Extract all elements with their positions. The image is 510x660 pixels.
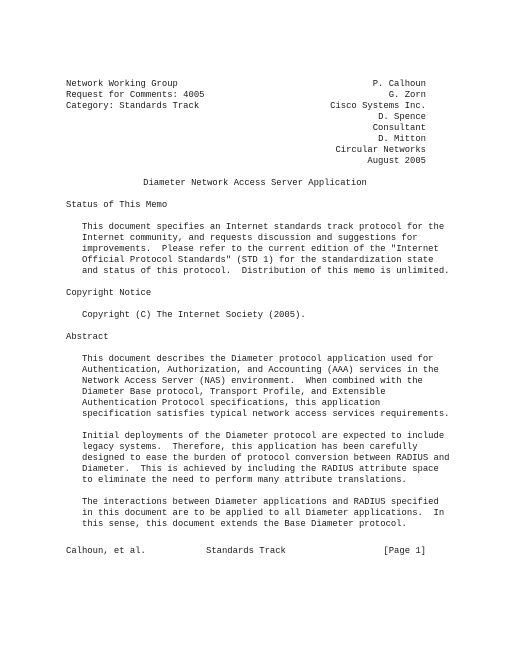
abstract-line: The interactions between Diameter applications and RADIUS specified xyxy=(82,497,439,507)
abstract-line: this sense, this document extends the Base Diameter protocol. xyxy=(82,519,407,529)
section-heading-abstract: Abstract xyxy=(66,332,109,342)
section-heading-copyright: Copyright Notice xyxy=(66,288,152,298)
status-line: improvements. Please refer to the current edition of the "Internet xyxy=(82,244,439,254)
section-heading-status: Status of This Memo xyxy=(66,200,168,210)
header-right-line: Consultant xyxy=(372,123,426,133)
header-right-line: D. Spence xyxy=(378,112,426,122)
page-footer xyxy=(66,546,426,557)
header-left-line: Request for Comments: 4005 xyxy=(66,90,205,100)
status-line: Internet community, and requests discussion and suggestions for xyxy=(82,233,418,243)
abstract-line: to eliminate the need to perform many attribute translations. xyxy=(82,475,407,485)
header-right-line: G. Zorn xyxy=(388,90,426,100)
abstract-line: Network Access Server (NAS) environment. When combined with the xyxy=(82,376,423,386)
status-line: Official Protocol Standards" (STD 1) for the standardization state xyxy=(82,255,434,265)
header-right-line: D. Mitton xyxy=(378,134,426,144)
abstract-line: Diameter Base protocol, Transport Profile, and Extensible xyxy=(82,387,386,397)
status-line: and status of this protocol. Distribution of this memo is unlimited. xyxy=(82,266,450,276)
document-title: Diameter Network Access Server Application xyxy=(143,178,367,188)
abstract-line: designed to ease the burden of protocol conversion between RADIUS and xyxy=(82,453,450,463)
status-line: This document specifies an Internet standards track protocol for the xyxy=(82,222,445,232)
abstract-line: Diameter. This is achieved by including the RADIUS attribute space xyxy=(82,464,439,474)
footer-page-number: [Page 1] xyxy=(383,546,426,556)
abstract-line: Initial deployments of the Diameter protocol are expected to include xyxy=(82,431,445,441)
footer-authors: Calhoun, et al. xyxy=(66,546,146,556)
abstract-line: specification satisfies typical network access services requirements. xyxy=(82,409,450,419)
header-right-line: Cisco Systems Inc. xyxy=(330,101,426,111)
copyright-line: Copyright (C) The Internet Society (2005). xyxy=(82,310,306,320)
abstract-line: This document describes the Diameter protocol application used for xyxy=(82,354,434,364)
abstract-line: Authentication Protocol specifications, this application xyxy=(82,398,381,408)
footer-category: Standards Track xyxy=(206,546,286,556)
header-left-line: Category: Standards Track xyxy=(66,101,200,111)
abstract-line: legacy systems. Therefore, this application has been carefully xyxy=(82,442,418,452)
abstract-line: Authentication, Authorization, and Accounting (AAA) services in the xyxy=(82,365,439,375)
header-left-line: Network Working Group xyxy=(66,79,178,89)
abstract-line: in this document are to be applied to all Diameter applications. In xyxy=(82,508,445,518)
header-right-line: August 2005 xyxy=(367,156,426,166)
header-right-line: Circular Networks xyxy=(335,145,426,155)
header-right-line: P. Calhoun xyxy=(372,79,426,89)
